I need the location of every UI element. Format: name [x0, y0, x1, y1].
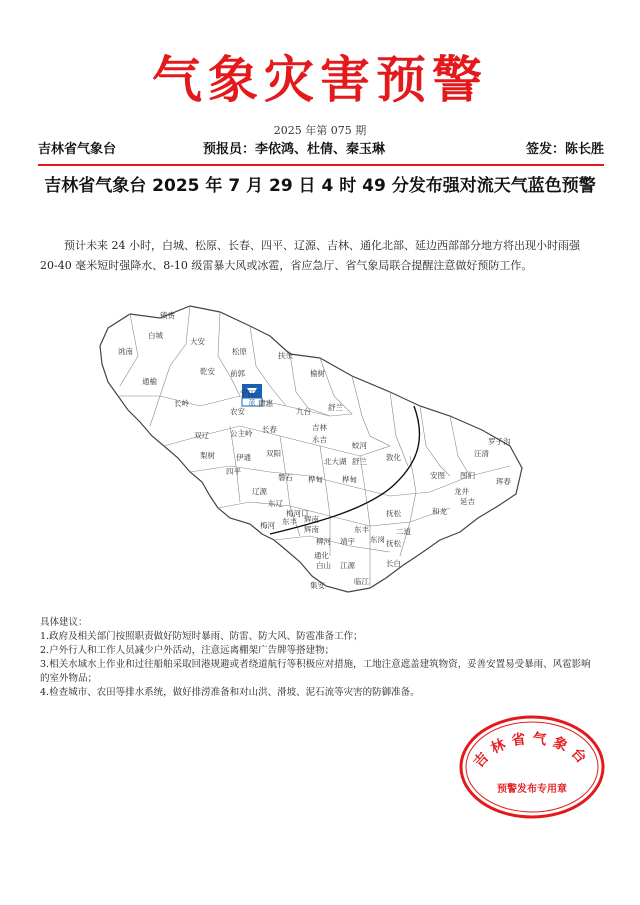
place-label: 洮南	[118, 347, 133, 356]
place-label: 扶余	[278, 351, 293, 360]
place-label: 前郭	[230, 369, 245, 378]
place-label: 珲春	[496, 477, 511, 486]
place-label: 桦甸	[342, 475, 357, 484]
place-label: 九台	[296, 407, 311, 416]
place-label: 吉林	[312, 423, 327, 432]
place-label: 宁江	[240, 389, 255, 398]
place-label: 临江	[354, 577, 369, 586]
signoff: 签发：陈长胜	[525, 142, 604, 157]
red-divider	[38, 164, 604, 166]
svg-text:吉林省气象台	[470, 730, 594, 771]
place-label: 集安	[310, 581, 325, 590]
place-label: 安图	[430, 471, 445, 480]
place-label: 梅河口	[286, 509, 309, 518]
place-label: 辽源	[252, 487, 267, 496]
place-label: 辉南	[304, 525, 319, 534]
agency-name: 吉林省气象台	[38, 142, 117, 157]
place-label: 榆树	[310, 369, 325, 378]
place-label: 延吉	[460, 497, 475, 506]
place-label: 松原	[232, 347, 247, 356]
place-label: 东丰	[354, 525, 369, 534]
place-label: 大安	[190, 337, 205, 346]
advice-item-4: 4.检查城市、农田等排水系统，做好排涝准备和对山洪、滑坡、泥石流等灾害的防御准备。	[40, 687, 420, 698]
place-label: 舒兰	[328, 403, 343, 412]
place-label: 罗子沟	[488, 437, 511, 446]
place-label: 桦甸	[308, 475, 323, 484]
place-label: 农安	[230, 407, 245, 416]
place-label: 抚松	[386, 509, 401, 518]
place-label: 北大湖	[324, 457, 347, 466]
place-label: 辉南	[304, 515, 319, 524]
warning-lead-paragraph: 预计未来 24 小时，白城、松原、长春、四平、辽源、吉林、通化北部、延边西部部分地方将出现小时雨强 20-40 毫米短时强降水、8-10 级雷暴大风或冰雹，省应急厅、省气象局联合提醒注意做好预防工作。	[40, 239, 580, 272]
place-label: 柳河	[316, 537, 331, 546]
place-label: 龙井	[454, 487, 469, 496]
place-label: 伊通	[236, 453, 251, 462]
official-seal	[457, 712, 607, 822]
place-label: 蛟河	[352, 441, 367, 450]
jilin-warning-map	[90, 296, 530, 596]
place-label: 江源	[340, 561, 355, 570]
advice-item-2: 2.户外行人和工作人员减少户外活动，注意远离棚架广告牌等搭建物；	[40, 645, 335, 656]
place-label: 白山	[316, 561, 331, 570]
advice-section	[40, 616, 600, 700]
province-outline	[100, 306, 522, 592]
place-label: 双辽	[194, 431, 209, 440]
place-label: 德惠	[258, 399, 273, 408]
document-title: 气象灾害预警	[152, 50, 488, 109]
warning-headline: 吉林省气象台 2025 年 7 月 29 日 4 时 49 分发布强对流天气蓝色预警	[44, 176, 596, 196]
place-label: 长岭	[174, 399, 189, 408]
place-label: 靖宇	[340, 537, 355, 546]
place-label: 梨树	[200, 451, 215, 460]
place-label: 公主岭	[230, 429, 253, 438]
advice-item-3: 3.相关水域水上作业和过往船舶采取回港规避或者绕道航行等积极应对措施，工地注意遮盖建筑物资，妥善安置易受暴雨、风雹影响的室外物品；	[40, 659, 591, 684]
place-label: 永吉	[312, 435, 327, 444]
place-label: 敦化	[386, 453, 401, 462]
place-label: 东辽	[268, 499, 283, 508]
place-label: 二道	[396, 527, 411, 536]
place-label: 舒兰	[352, 457, 367, 466]
advice-title: 具体建议：	[40, 617, 88, 628]
seal-arc-text: 吉林省气象台	[470, 730, 594, 771]
place-label: 通榆	[142, 377, 157, 386]
place-label: 四平	[226, 467, 241, 476]
advice-item-1: 1.政府及相关部门按照职责做好防短时暴雨、防雷、防大风、防雹准备工作；	[40, 631, 363, 642]
badge-text: 蓝	[248, 399, 256, 407]
place-label: 通化	[314, 551, 329, 560]
place-label: 和龙	[432, 507, 447, 516]
place-label: 东岗	[370, 535, 385, 544]
place-label: 汪清	[474, 449, 489, 458]
meta-row	[38, 138, 604, 158]
place-label: 梅河	[260, 521, 275, 530]
place-label: 磐石	[278, 473, 293, 482]
place-label: 长春	[262, 425, 277, 434]
place-label: 白城	[148, 331, 163, 340]
place-label: 图们	[460, 471, 475, 480]
issue-number: 2025 年第 075 期	[273, 124, 367, 137]
place-label: 双阳	[266, 449, 281, 458]
place-label: 长白	[386, 559, 401, 568]
place-label: 东丰	[282, 517, 297, 526]
place-label: 抚松	[386, 539, 401, 548]
place-label: 乾安	[200, 367, 215, 376]
forecasters: 预报员：李依鸿、杜倩、秦玉琳	[203, 142, 386, 157]
place-label: 镇赉	[160, 311, 175, 320]
seal-bottom-text: 预警发布专用章	[497, 784, 567, 795]
